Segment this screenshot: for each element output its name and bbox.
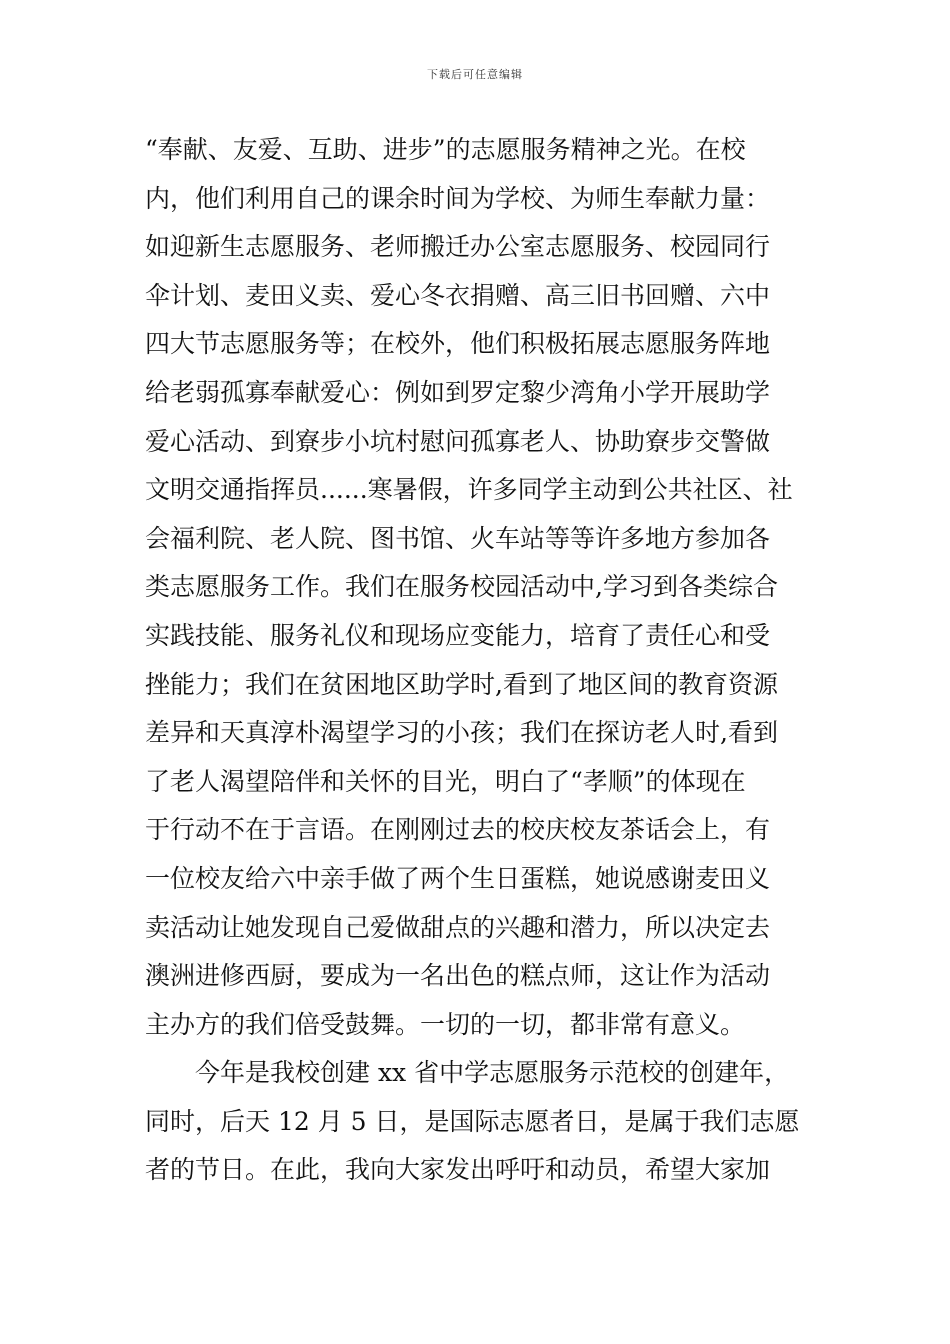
text-line: 主办方的我们倍受鼓舞。一切的一切，都非常有意义。 [145, 1009, 746, 1039]
text-line: 四大节志愿服务等；在校外，他们积极拓展志愿服务阵地 [145, 329, 771, 359]
text-line: 类志愿服务工作。我们在服务校园活动中,学习到各类综合 [145, 572, 778, 602]
document-body [145, 126, 807, 1195]
text-line: 于行动不在于言语。在刚刚过去的校庆校友茶话会上，有 [145, 815, 771, 845]
text-line: 文明交通指挥员......寒暑假，许多同学主动到公共社区、社 [145, 475, 793, 505]
paragraph-start-line: 今年是我校创建 xx 省中学志愿服务示范校的创建年， [195, 1058, 790, 1088]
text-line: 如迎新生志愿服务、老师搬迁办公室志愿服务、校园同行 [145, 232, 771, 262]
text-line: 差异和天真淳朴渴望学习的小孩；我们在探访老人时,看到 [145, 718, 778, 748]
text-line: 内，他们利用自己的课余时间为学校、为师生奉献力量： [145, 183, 771, 213]
text-line: 澳洲进修西厨，要成为一名出色的糕点师，这让作为活动 [145, 961, 771, 991]
text-line: 会福利院、老人院、图书馆、火车站等等许多地方参加各 [145, 523, 771, 553]
text-line: 伞计划、麦田义卖、爱心冬衣捐赠、高三旧书回赠、六中 [145, 280, 771, 310]
text-line: 了老人渴望陪伴和关怀的目光，明白了“孝顺”的体现在 [145, 766, 746, 796]
text-line: 卖活动让她发现自己爱做甜点的兴趣和潜力，所以决定去 [145, 912, 771, 942]
text-line: “奉献、友爱、互助、进步”的志愿服务精神之光。在校 [145, 135, 746, 164]
page-header: 下载后可任意编辑 [427, 68, 523, 81]
text-line: 一位校友给六中亲手做了两个生日蛋糕，她说感谢麦田义 [145, 863, 771, 893]
text-line: 挫能力；我们在贫困地区助学时,看到了地区间的教育资源 [145, 669, 778, 699]
text-line: 给老弱孤寡奉献爱心：例如到罗定黎少湾角小学开展助学 [145, 377, 771, 407]
text-line: 同时，后天 12 月 5 日，是国际志愿者日，是属于我们志愿 [145, 1106, 800, 1136]
text-line: 实践技能、服务礼仪和现场应变能力，培育了责任心和受 [145, 620, 771, 650]
text-line: 者的节日。在此，我向大家发出呼吁和动员，希望大家加 [145, 1155, 771, 1185]
text-line: 爱心活动、到寮步小坑村慰问孤寡老人、协助寮步交警做 [145, 426, 771, 456]
